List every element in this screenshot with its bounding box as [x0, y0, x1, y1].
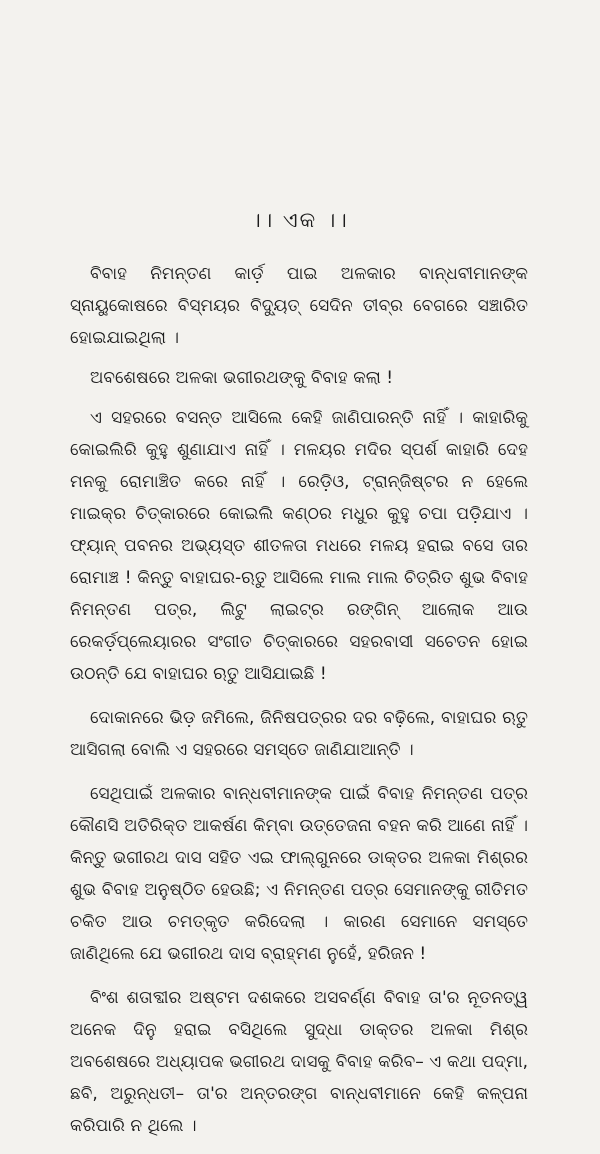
chapter-body [70, 258, 528, 1154]
paragraph-3: ଏ ସହରରେ ବସନ୍ତ ଆସିଲେ କେହି ଜାଣିପାରନ୍ତି ନାହିଁ । କାହାରିକୁ କୋଇଲିରି କୁହୁ ଶୁଣାଯାଏ ନାହିଁ । ମଳୟର ମଦିର ସ୍ପର୍ଶ କାହାରି ଦେହ ମନକୁ ରୋମାଞ୍ଚିତ କରେ ନାହିଁ । ରେଡ଼ିଓ, ଟ୍ରାନ୍‌ଜିଷ୍ଟର ନ ହେଲେ ମାଇକ୍‌ର ଚିତ୍କାରରେ କୋଇଲି କଣ୍ଠର ମଧୁର କୁହୁ ଚପା ପଡ଼ିଯାଏ । ଫ୍ୟାନ୍ ପବନର ଅଭ୍ୟସ୍ତ ଶୀତଳତା ମଧରେ ମଳୟ ହରାଇ ବସେ ତାର ରୋମାଞ୍ଚ ! କିନ୍ତୁ ବାହାଘର-ଋତୁ ଆସିଲେ ମାଲ ମାଲ ଚିତ୍ରିତ ଶୁଭ ବିବାହ ନିମନ୍ତଣ ପତ୍ର, ଲିଟୁ ଲାଇଟ୍‌ର ରଙ୍ଗିନ୍ ଆଲୋକ ଆଉ ରେକର୍ଡ଼ପ୍ଲେୟାରର ସଂଗୀତ ଚିତ୍କାରରେ ସହରବାସୀ ସଚେତନ ହୋଇ ଉଠନ୍ତି ଯେ ବାହାଘର ଋତୁ ଆସିଯାଇଛି ! [70, 408, 528, 684]
paragraph-6: ବିଂଶ ଶତାବ୍ଦୀର ଅଷ୍ଟମ ଦଶକରେ ଅସବର୍ଣ୍ଣ ବିବାହ ତା'ର ନୂତନତ୍ୱ ଅନେକ ଦିନୁ ହରାଇ ବସିଥିଲେ ସୁଦ୍ଧା ଡାକ୍ତର ଅଳକା ମିଶ୍ର ଅବଶେଷରେ ଅଧ୍ୟାପକ ଭଗୀରଥ ଦାସକୁ ବିବାହ କରିବ– ଏ କଥା ପଦ୍ମା, ଛବି, ଅରୁନ୍ଧତୀ– ତା'ର ଅନ୍ତରଙ୍ଗ ବାନ୍ଧବୀମାନେ କେହି କଳ୍ପନା କରିପାରି ନ ଥିଲେ । [70, 988, 528, 1136]
paragraph-2: ଅବଶେଷରେ ଅଳକା ଭଗୀରଥଙ୍କୁ ବିବାହ କଲା ! [90, 368, 394, 388]
paragraph-4: ଦୋକାନରେ ଭିଡ଼ ଜମିଲେ, ଜିନିଷପତ୍ରର ଦର ବଢ଼ିଲେ, ବାହାଘର ଋତୁ ଆସିଗଲା ବୋଲି ଏ ସହରରେ ସମସ୍ତେ ଜାଣିଯାଆନ୍ତି । [70, 708, 528, 760]
paragraph-5: ସେଥିପାଇଁ ଅଳକାର ବାନ୍ଧବୀମାନଙ୍କ ପାଇଁ ବିବାହ ନିମନ୍ତଣ ପତ୍ର କୌଣସି ଅତିରିକ୍ତ ଆକର୍ଷଣ କିମ୍ବା ଉତ୍ତେଜନା ବହନ କରି ଆଣେ ନାହିଁ । କିନ୍ତୁ ଭଗୀରଥ ଦାସ ସହିତ ଏଇ ଫାଲ୍‌ଗୁନରେ ଡାକ୍ତର ଅଳକା ମିଶ୍ରର ଶୁଭ ବିବାହ ଅନୁଷ୍ଠିତ ହେଉଛି; ଏ ନିମନ୍ତଣ ପତ୍ର ସେମାନଙ୍କୁ ରୀତିମତ ଚକିତ ଆଉ ଚମତ୍କୃତ କରିଦେଲା । କାରଣ ସେମାନେ ସମସ୍ତେ ଜାଣିଥିଲେ ଯେ ଭଗୀରଥ ଦାସ ବ୍ରାହ୍ମଣ ନୁହେଁ, ହରିଜନ ! [70, 784, 528, 964]
paragraph-1: ବିବାହ ନିମନ୍ତଣ କାର୍ଡ଼ ପାଇ ଅଳକାର ବାନ୍ଧବୀମାନଙ୍କ ସ୍ନାୟୁକୋଷରେ ବିସ୍ମୟର ବିଦ୍ୟୁତ୍ ସେଦିନ ତୀବ୍ର ବେଗରେ ସଞ୍ଚାରିତ ହୋଇଯାଇଥିଲା । [70, 264, 528, 348]
chapter-title: ।। ଏକ ।। [251, 208, 349, 232]
